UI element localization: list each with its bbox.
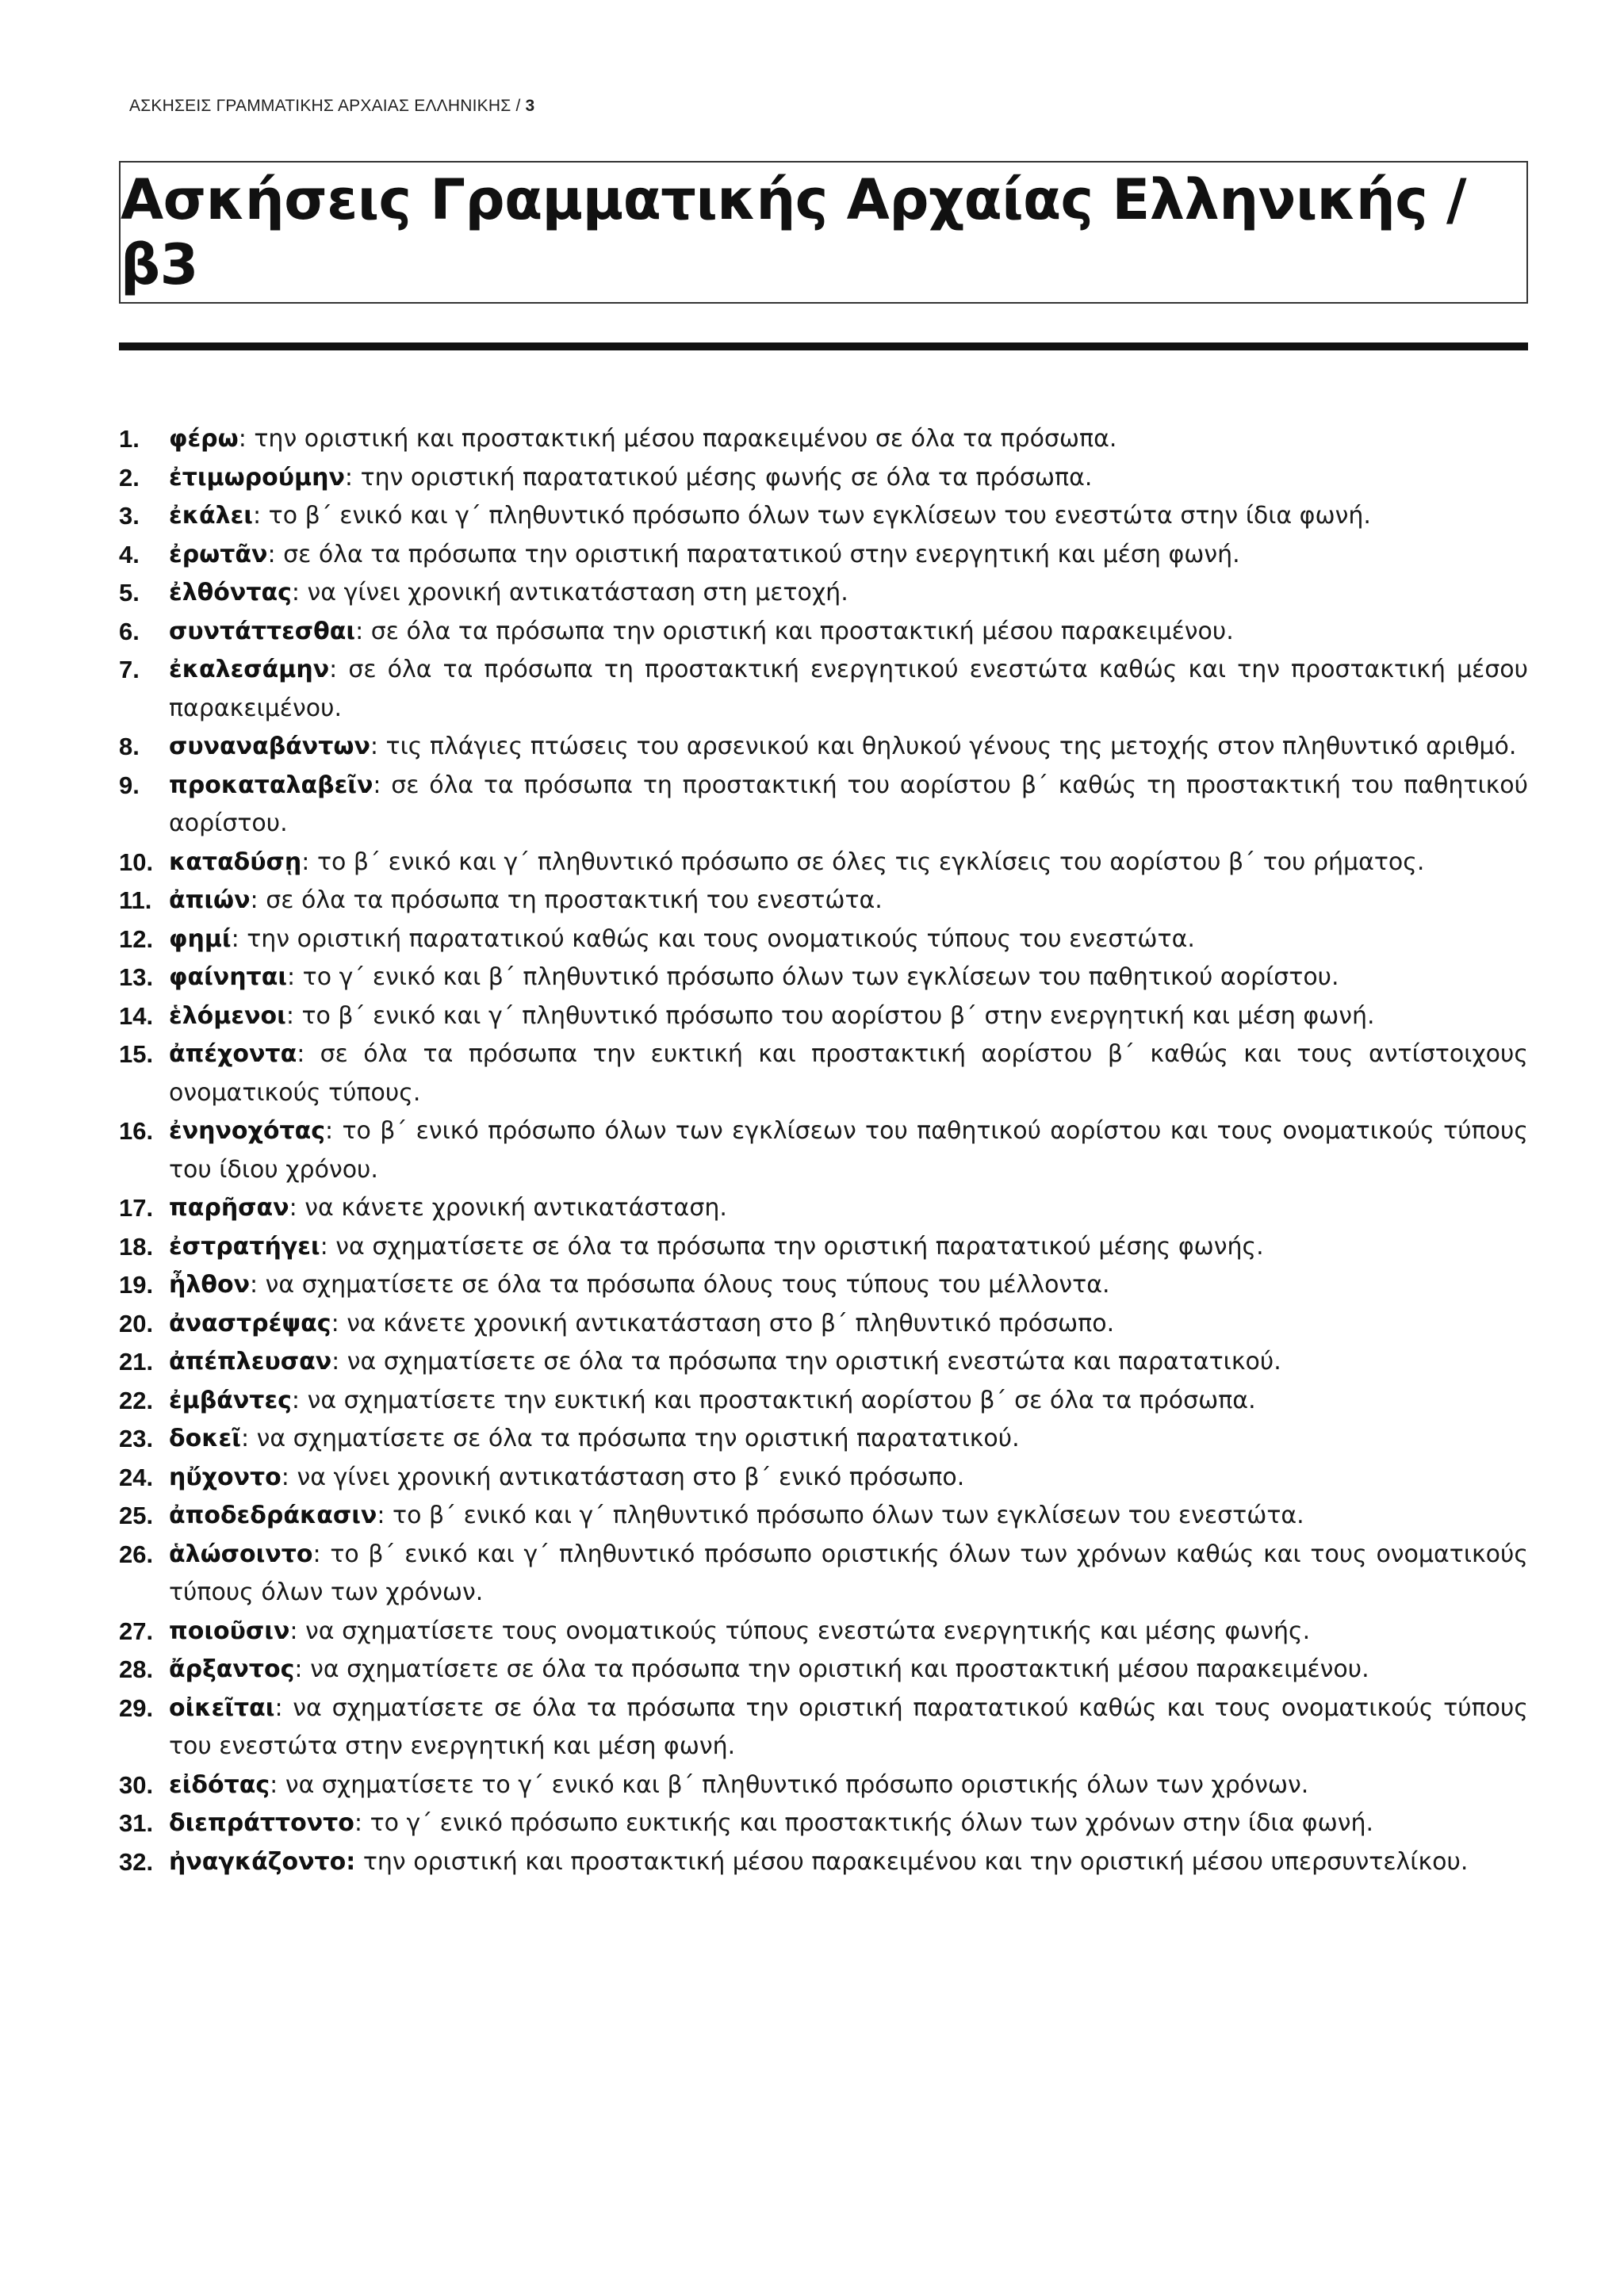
- exercise-number: 30.: [119, 1770, 154, 1799]
- exercise-item: [119, 959, 1528, 997]
- exercise-number: 14.: [119, 1001, 154, 1030]
- exercise-separator: :: [291, 579, 308, 607]
- exercise-separator: :: [250, 1271, 266, 1299]
- exercise-number: 20.: [119, 1309, 154, 1337]
- exercise-instruction: σε όλα τα πρόσωπα τη προστακτική του αορίστου β΄ καθώς τη προστακτική του παθητικού αορίστου.: [169, 771, 1528, 837]
- exercise-item: [119, 1035, 1528, 1112]
- exercise-item: [119, 613, 1528, 652]
- exercise-separator: :: [285, 1001, 302, 1030]
- exercise-number: 11.: [119, 886, 152, 914]
- exercise-instruction: το β΄ ενικό και γ΄ πληθυντικό πρόσωπο όλων των εγκλίσεων του ενεστώτα στην ίδια φωνή.: [268, 502, 1371, 530]
- exercise-word: καταδύσῃ: [169, 848, 302, 876]
- exercise-word: παρῆσαν: [169, 1194, 289, 1222]
- exercise-instruction: την οριστική παρατατικού καθώς και τους ονοματικούς τύπους του ενεστώτα.: [247, 924, 1195, 953]
- exercise-item: [119, 844, 1528, 882]
- exercise-word: ἠναγκάζοντο:: [169, 1847, 356, 1876]
- exercise-separator: :: [291, 1386, 308, 1414]
- exercise-instruction: σε όλα τα πρόσωπα την οριστική και προστακτική μέσου παρακειμένου.: [370, 617, 1234, 645]
- exercise-word: ποιοῦσιν: [169, 1617, 290, 1645]
- exercise-instruction: την οριστική και προστακτική μέσου παρακειμένου σε όλα τα πρόσωπα.: [254, 425, 1117, 453]
- exercise-number: 8.: [119, 733, 140, 760]
- exercise-item: [119, 1266, 1528, 1305]
- exercise-word: ἐτιμωρούμην: [169, 463, 345, 492]
- exercise-separator: :: [270, 1770, 285, 1799]
- exercise-number: 31.: [119, 1809, 154, 1837]
- exercise-number: 1.: [119, 425, 140, 453]
- exercise-number: 7.: [119, 656, 140, 683]
- exercise-instruction: το β΄ ενικό και γ΄ πληθυντικό πρόσωπο σε όλες τις εγκλίσεις του αορίστου β΄ του ρήματος.: [316, 848, 1425, 876]
- exercise-instruction: να σχηματίσετε σε όλα τα πρόσωπα την οριστική παρατατικού καθώς και τους ονοματικούς τύπους του ενεστώτα στην ενεργητική και μέση φωνή.: [169, 1693, 1528, 1760]
- exercise-separator: :: [354, 1809, 370, 1837]
- exercise-separator: :: [301, 848, 317, 876]
- exercise-item: [119, 767, 1528, 844]
- exercise-separator: :: [373, 771, 392, 799]
- exercise-word: φαίνηται: [169, 963, 288, 991]
- exercise-separator: :: [240, 1425, 257, 1452]
- exercise-item: [119, 1228, 1528, 1267]
- exercise-instruction: το γ΄ ενικό και β΄ πληθυντικό πρόσωπο όλων των εγκλίσεων του παθητικού αορίστου.: [302, 963, 1339, 991]
- exercise-instruction: να κάνετε χρονική αντικατάσταση.: [304, 1194, 727, 1222]
- exercise-number: 16.: [119, 1117, 154, 1145]
- exercise-item: [119, 574, 1528, 613]
- exercise-word: ἑλόμενοι: [169, 1001, 286, 1030]
- exercise-item: [119, 1382, 1528, 1421]
- exercise-separator: :: [320, 1232, 336, 1261]
- exercise-word: ἀπέπλευσαν: [169, 1348, 332, 1376]
- exercise-separator: :: [331, 1309, 347, 1337]
- exercise-number: 19.: [119, 1271, 154, 1299]
- exercise-word: ἁλώσοιντο: [169, 1540, 313, 1568]
- exercise-instruction: σε όλα τα πρόσωπα την οριστική παρατατικού στην ενεργητική και μέση φωνή.: [283, 540, 1240, 568]
- exercise-number: 24.: [119, 1463, 154, 1491]
- exercise-instruction: να σχηματίσετε σε όλα τα πρόσωπα την οριστική και προστακτική μέσου παρακειμένου.: [310, 1655, 1369, 1683]
- exercise-instruction: να σχηματίσετε σε όλα τα πρόσωπα την οριστική παρατατικού.: [256, 1425, 1020, 1452]
- exercise-separator: :: [238, 425, 255, 453]
- exercise-word: φέρω: [169, 425, 239, 453]
- exercise-separator: :: [325, 1117, 343, 1145]
- exercise-separator: :: [267, 540, 284, 568]
- page-number: 3: [525, 97, 535, 115]
- exercise-word: ἐμβάντες: [169, 1386, 292, 1414]
- exercise-number: 29.: [119, 1693, 154, 1722]
- exercise-item: [119, 651, 1528, 728]
- exercise-separator: :: [297, 1040, 320, 1068]
- exercise-separator: :: [250, 886, 266, 914]
- exercise-number: 25.: [119, 1502, 154, 1529]
- exercise-item: [119, 1651, 1528, 1689]
- exercise-item: [119, 1804, 1528, 1843]
- exercise-item: [119, 1536, 1528, 1613]
- page-title: Ασκήσεις Γραμματικής Αρχαίας Ελληνικής /β3: [121, 167, 1467, 297]
- exercise-instruction: να σχηματίσετε τους ονοματικούς τύπους ενεστώτα ενεργητικής και μέσης φωνής.: [305, 1617, 1311, 1645]
- exercise-instruction: να κάνετε χρονική αντικατάσταση στο β΄ πληθυντικό πρόσωπο.: [347, 1309, 1115, 1337]
- exercise-separator: :: [370, 733, 386, 760]
- exercise-separator: :: [294, 1655, 311, 1683]
- exercise-word: οἰκεῖται: [169, 1693, 275, 1722]
- exercise-number: 21.: [119, 1348, 154, 1376]
- exercise-instruction: την οριστική και προστακτική μέσου παρακειμένου και την οριστική μέσου υπερσυντελίκου.: [362, 1847, 1469, 1876]
- exercise-item: [119, 1766, 1528, 1805]
- exercise-word: ἀπιών: [169, 886, 251, 914]
- exercise-item: [119, 1613, 1528, 1651]
- exercise-word: ἐνηνοχότας: [169, 1117, 326, 1145]
- exercise-word: δοκεῖ: [169, 1425, 241, 1452]
- exercise-number: 22.: [119, 1386, 154, 1414]
- exercise-number: 32.: [119, 1847, 154, 1876]
- exercise-instruction: να γίνει χρονική αντικατάσταση στο β΄ ενικό πρόσωπο.: [297, 1463, 965, 1491]
- exercise-instruction: να σχηματίσετε σε όλα τα πρόσωπα την οριστική ενεστώτα και παρατατικού.: [347, 1348, 1281, 1376]
- exercise-number: 17.: [119, 1194, 154, 1222]
- exercise-number: 4.: [119, 540, 140, 568]
- exercise-instruction: την οριστική παρατατικού μέσης φωνής σε όλα τα πρόσωπα.: [360, 463, 1093, 492]
- exercise-word: ἐλθόντας: [169, 579, 292, 607]
- exercise-separator: :: [377, 1502, 393, 1529]
- exercise-separator: :: [355, 617, 371, 645]
- exercise-number: 9.: [119, 771, 140, 799]
- exercise-word: ἐστρατήγει: [169, 1232, 320, 1261]
- exercise-separator: :: [274, 1693, 293, 1722]
- exercise-instruction: σε όλα τα πρόσωπα τη προστακτική ενεργητικού ενεστώτα καθώς και την προστακτική μέσου παρακειμένου.: [169, 656, 1528, 722]
- exercise-instruction: να σχηματίσετε σε όλα τα πρόσωπα την οριστική παρατατικού μέσης φωνής.: [335, 1232, 1264, 1261]
- exercise-item: [119, 497, 1528, 536]
- exercise-item: [119, 1689, 1528, 1766]
- exercise-number: 15.: [119, 1040, 154, 1068]
- exercise-word: ἐρωτᾶν: [169, 540, 268, 568]
- exercise-item: [119, 997, 1528, 1036]
- exercise-instruction: το β΄ ενικό και γ΄ πληθυντικό πρόσωπο όλων των εγκλίσεων του ενεστώτα.: [393, 1502, 1304, 1529]
- exercise-item: [119, 1112, 1528, 1189]
- exercise-number: 27.: [119, 1617, 154, 1645]
- exercise-separator: :: [287, 963, 303, 991]
- exercise-separator: :: [331, 1348, 347, 1376]
- divider-rule: [119, 342, 1528, 350]
- exercise-list: [119, 420, 1528, 1881]
- exercise-word: ἀποδεδράκασιν: [169, 1502, 377, 1529]
- exercise-item: [119, 1420, 1528, 1459]
- exercise-instruction: να γίνει χρονική αντικατάσταση στη μετοχή.: [307, 579, 848, 607]
- exercise-number: 28.: [119, 1655, 154, 1683]
- exercise-item: [119, 1843, 1528, 1882]
- exercise-item: [119, 728, 1528, 767]
- exercise-instruction: να σχηματίσετε το γ΄ ενικό και β΄ πληθυντικό πρόσωπο οριστικής όλων των χρόνων.: [285, 1770, 1309, 1799]
- exercise-instruction: σε όλα τα πρόσωπα τη προστακτική του ενεστώτα.: [266, 886, 883, 914]
- exercise-word: ἐκάλει: [169, 502, 253, 530]
- exercise-instruction: το β΄ ενικό και γ΄ πληθυντικό πρόσωπο του αορίστου β΄ στην ενεργητική και μέση φωνή.: [301, 1001, 1375, 1030]
- exercise-item: [119, 1189, 1528, 1228]
- exercise-instruction: το β΄ ενικό και γ΄ πληθυντικό πρόσωπο οριστικής όλων των χρόνων καθώς και τους ονοματικούς τύπους όλων των χρόνων.: [169, 1540, 1528, 1606]
- exercise-number: 12.: [119, 924, 154, 953]
- exercise-number: 18.: [119, 1232, 154, 1261]
- exercise-item: [119, 1305, 1528, 1344]
- exercise-item: [119, 536, 1528, 575]
- exercise-number: 10.: [119, 848, 154, 876]
- exercise-separator: :: [231, 924, 247, 953]
- exercise-instruction: τις πλάγιες πτώσεις του αρσενικού και θηλυκού γένους της μετοχής στον πληθυντικό αριθμό.: [385, 733, 1517, 760]
- exercise-word: προκαταλαβεῖν: [169, 771, 373, 799]
- exercise-separator: :: [281, 1463, 297, 1491]
- exercise-instruction: το γ΄ ενικό πρόσωπο ευκτικής και προστακτικής όλων των χρόνων στην ίδια φωνή.: [370, 1809, 1374, 1837]
- exercise-instruction: να σχηματίσετε σε όλα τα πρόσωπα όλους τους τύπους του μέλλοντα.: [265, 1271, 1110, 1299]
- exercise-number: 23.: [119, 1425, 154, 1452]
- exercise-separator: :: [289, 1617, 306, 1645]
- exercise-word: συναναβάντων: [169, 733, 370, 760]
- exercise-word: συντάττεσθαι: [169, 617, 356, 645]
- exercise-word: ηὔχοντο: [169, 1463, 282, 1491]
- exercise-number: 3.: [119, 502, 140, 530]
- exercise-word: ἀναστρέψας: [169, 1309, 331, 1337]
- exercise-word: ἐκαλεσάμην: [169, 656, 330, 683]
- exercise-number: 5.: [119, 579, 140, 607]
- exercise-item: [119, 920, 1528, 959]
- exercise-item: [119, 459, 1528, 498]
- exercise-number: 6.: [119, 617, 140, 645]
- exercise-item: [119, 420, 1528, 459]
- exercise-item: [119, 1459, 1528, 1498]
- exercise-separator: :: [253, 502, 269, 530]
- running-header: [129, 97, 534, 116]
- exercise-number: 13.: [119, 963, 154, 991]
- exercise-word: φημί: [169, 924, 232, 953]
- exercise-instruction: σε όλα τα πρόσωπα την ευκτική και προστακτική αορίστου β΄ καθώς και τους αντίστοιχους ονοματικούς τύπους.: [169, 1040, 1528, 1107]
- exercise-word: διεπράττοντο: [169, 1809, 354, 1837]
- exercise-word: ἦλθον: [169, 1271, 250, 1299]
- exercise-number: 2.: [119, 463, 140, 492]
- exercise-separator: :: [289, 1194, 305, 1222]
- exercise-item: [119, 1343, 1528, 1382]
- exercise-word: ἄρξαντος: [169, 1655, 295, 1683]
- exercise-item: [119, 1497, 1528, 1536]
- exercise-word: ἀπέχοντα: [169, 1040, 297, 1068]
- exercise-separator: :: [344, 463, 361, 492]
- exercise-item: [119, 882, 1528, 920]
- exercise-instruction: να σχηματίσετε την ευκτική και προστακτική αορίστου β΄ σε όλα τα πρόσωπα.: [307, 1386, 1256, 1414]
- exercise-number: 26.: [119, 1540, 154, 1568]
- exercise-separator: :: [312, 1540, 331, 1568]
- exercise-separator: :: [329, 656, 349, 683]
- title-box: [119, 161, 1528, 304]
- exercise-word: εἰδότας: [169, 1770, 270, 1799]
- running-header-title: ΑΣΚΗΣΕΙΣ ΓΡΑΜΜΑΤΙΚΗΣ ΑΡΧΑΙΑΣ ΕΛΛΗΝΙΚΗΣ /: [129, 97, 526, 115]
- exercise-instruction: το β΄ ενικό πρόσωπο όλων των εγκλίσεων του παθητικού αορίστου και τους ονοματικούς τύπους του ίδιου χρόνου.: [169, 1117, 1528, 1184]
- exercise-separator: [355, 1848, 363, 1876]
